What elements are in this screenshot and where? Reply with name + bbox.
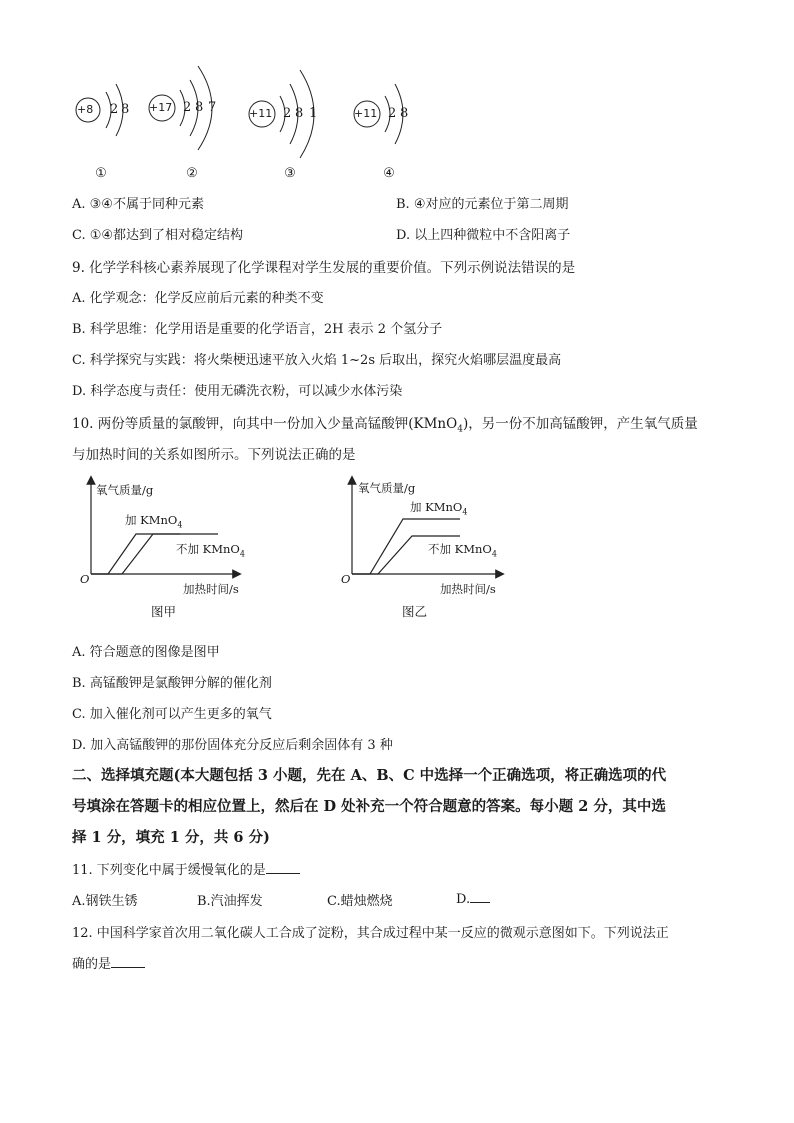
atom-4-shell-1: 2 xyxy=(388,106,397,121)
q10-option-a: A. 符合题意的图像是图甲 xyxy=(72,645,220,660)
q10-option-b: B. 高锰酸钾是氯酸钾分解的催化剂 xyxy=(72,676,272,691)
q8-option-d: D. 以上四种微粒中不含阳离子 xyxy=(396,228,571,243)
q12-stem-line1: 12. 中国科学家首次用二氧化碳人工合成了淀粉，其合成过程中某一反应的微观示意图如下。下列说法正 xyxy=(72,926,669,941)
graph-yi-xlabel: 加热时间/s xyxy=(440,582,496,596)
q10-stem-sub: 4 xyxy=(457,424,463,435)
graph-jia-caption: 图甲 xyxy=(151,604,177,619)
q11-option-d-text: D. xyxy=(456,892,471,907)
q9-option-c: C. 科学探究与实践：将火柴梗迅速平放入火焰 1~2s 后取出，探究火焰哪层温度最高 xyxy=(72,353,562,368)
q12-stem-line2 xyxy=(72,953,145,972)
graph-jia-label-no-sub: 4 xyxy=(239,549,245,559)
q11-stem-text: 11. 下列变化中属于缓慢氧化的是 xyxy=(72,863,266,878)
graph-yi-caption: 图乙 xyxy=(402,604,428,619)
graph-jia-ylabel: 氧气质量/g xyxy=(96,483,154,497)
atom-1-shell-2: 8 xyxy=(121,102,130,117)
q9-option-b: B. 科学思维：化学用语是重要的化学语言，2H 表示 2 个氢分子 xyxy=(72,322,443,337)
q12-answer-blank[interactable] xyxy=(111,955,145,968)
atom-2-nucleus: +17 xyxy=(149,101,173,114)
atom-3-shell-3: 1 xyxy=(309,106,318,121)
q10-stem-line2: 与加热时间的关系如图所示。下列说法正确的是 xyxy=(72,447,356,463)
atom-structure-figure xyxy=(0,0,794,170)
q9-stem: 9. 化学学科核心素养展现了化学课程对学生发展的重要价值。下列示例说法错误的是 xyxy=(72,260,576,276)
graph-yi-ylabel: 氧气质量/g xyxy=(358,481,416,495)
graph-yi-label-no-text: 不加 KMnO xyxy=(428,542,492,556)
q10-stem-post: )，另一份不加高锰酸钾，产生氧气质量 xyxy=(462,416,698,432)
q10-option-d: D. 加入高锰酸钾的那份固体充分反应后剩余固体有 3 种 xyxy=(72,738,393,753)
q11-option-d xyxy=(456,890,490,907)
q8-option-a: A. ③④不属于同种元素 xyxy=(72,197,204,212)
q9-option-a: A. 化学观念：化学反应前后元素的种类不变 xyxy=(72,291,324,306)
atom-2-shell-1: 2 xyxy=(183,100,192,115)
graph-yi-label-no xyxy=(428,541,497,558)
atom-3-shell-1: 2 xyxy=(283,106,292,121)
q11-answer-blank[interactable] xyxy=(266,861,300,874)
section2-heading-line2: 号填涂在答题卡的相应位置上，然后在 D 处补充一个符合题意的答案。每小题 2 分，其中选 xyxy=(72,798,666,815)
atom-4-shell-2: 8 xyxy=(400,106,409,121)
graph-jia-label-add-text: 加 KMnO xyxy=(125,513,178,527)
section2-heading-line1: 二、选择填充题(本大题包括 3 小题，先在 A、B、C 中选择一个正确选项，将正确选项的代 xyxy=(72,767,667,784)
atom-1-label: ① xyxy=(95,166,107,181)
graph-yi-label-add xyxy=(410,499,467,516)
q11-option-b: B.汽油挥发 xyxy=(197,894,263,909)
graph-jia-xlabel: 加热时间/s xyxy=(183,582,239,596)
atom-4-nucleus: +11 xyxy=(354,107,378,120)
graph-yi-label-add-sub: 4 xyxy=(462,507,468,517)
q11-option-a: A.钢铁生锈 xyxy=(72,894,138,909)
q10-option-c: C. 加入催化剂可以产生更多的氧气 xyxy=(72,707,272,722)
graph-jia-curve-add xyxy=(91,534,180,574)
q8-option-c: C. ①④都达到了相对稳定结构 xyxy=(72,228,244,243)
q8-option-b: B. ④对应的元素位于第二周期 xyxy=(396,197,569,212)
q12-stem-line2-text: 确的是 xyxy=(72,957,112,972)
atom-2-shell-2: 8 xyxy=(195,100,204,115)
q11-stem xyxy=(72,859,300,878)
section2-heading-line3: 择 1 分，填充 1 分，共 6 分) xyxy=(72,829,270,846)
graph-jia-origin: O xyxy=(80,572,90,586)
graph-jia-label-no-text: 不加 KMnO xyxy=(176,542,240,556)
graph-jia-label-add-sub: 4 xyxy=(177,520,183,530)
atom-1-nucleus: +8 xyxy=(77,103,94,116)
q11-option-d-blank[interactable] xyxy=(470,890,490,903)
atom-3-nucleus: +11 xyxy=(249,107,273,120)
q10-stem-line1 xyxy=(72,412,698,435)
atom-4-label: ④ xyxy=(383,166,395,181)
q11-option-c: C.蜡烛燃烧 xyxy=(327,894,393,909)
q10-stem-pre: 10. 两份等质量的氯酸钾，向其中一份加入少量高锰酸钾(KMnO xyxy=(72,416,458,432)
atom-2-label: ② xyxy=(186,166,198,181)
graph-yi-origin: O xyxy=(341,572,351,586)
atom-3-label: ③ xyxy=(284,166,296,181)
graph-jia-label-no xyxy=(176,541,245,558)
graph-yi-label-no-sub: 4 xyxy=(491,549,497,559)
graph-jia-label-add xyxy=(125,512,182,529)
atom-2-shell-3: 7 xyxy=(208,100,217,115)
atom-1-shell-1: 2 xyxy=(110,102,119,117)
graph-yi-label-add-text: 加 KMnO xyxy=(410,500,463,514)
q9-option-d: D. 科学态度与责任：使用无磷洗衣粉，可以减少水体污染 xyxy=(72,384,403,399)
atom-3-shell-2: 8 xyxy=(295,106,304,121)
